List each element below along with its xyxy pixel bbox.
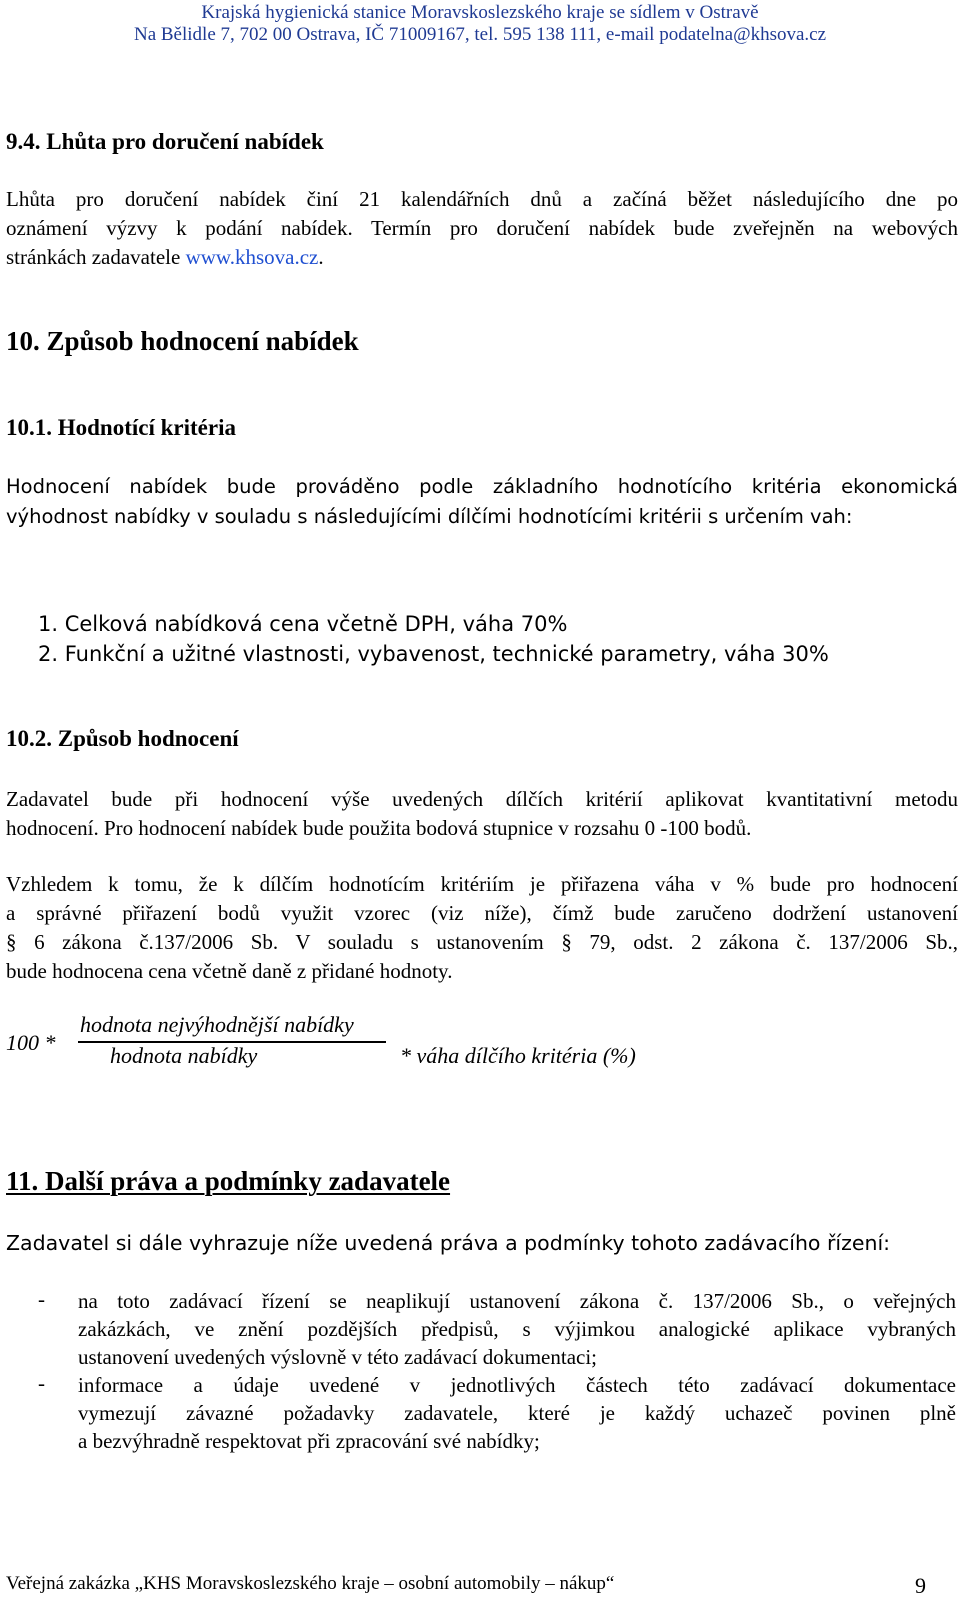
paragraph-line: na toto zadávací řízení se neaplikují ustanovení zákona č. 137/2006 Sb., o veřejných (78, 1289, 956, 1313)
formula-multiplier: 100 * (6, 1030, 56, 1055)
criterion-2: 2. Funkční a užitné vlastnosti, vybavenost, technické parametry, váha 30% (38, 642, 829, 666)
bullet-dash: - (38, 1371, 45, 1395)
formula-weight: * váha dílčího kritéria (%) (400, 1043, 636, 1068)
section-10-1-heading: 10.1. Hodnotící kritéria (6, 415, 236, 440)
bullet-item-2 (78, 1371, 956, 1455)
page-number: 9 (915, 1573, 926, 1598)
criterion-1: 1. Celková nabídková cena včetně DPH, váha 70% (38, 612, 568, 636)
section-10-1-paragraph (6, 472, 958, 532)
paragraph-line: výhodnost nabídky v souladu s následujícími dílčími hodnotícími kritérii s určením vah: (6, 505, 853, 528)
paragraph-line: Vzhledem k tomu, že k dílčím hodnotícím kritériím je přiřazena váha v % bude pro hodnocení (6, 872, 958, 896)
paragraph-text: . (318, 245, 324, 269)
section-11-intro: Zadavatel si dále vyhrazuje níže uvedená práva a podmínky tohoto zadávacího řízení: (6, 1231, 891, 1255)
section-9-4-heading: 9.4. Lhůta pro doručení nabídek (6, 129, 324, 154)
page-footer: Veřejná zakázka „KHS Moravskoslezského kraje – osobní automobily – nákup“ (6, 1573, 615, 1594)
paragraph-line: § 6 zákona č.137/2006 Sb. V souladu s ustanovením § 79, odst. 2 zákona č. 137/2006 Sb., (6, 930, 958, 954)
formula-numerator: hodnota nejvýhodnější nabídky (80, 1012, 354, 1037)
paragraph-line: Zadavatel bude při hodnocení výše uvedených dílčích kritérií aplikovat kvantitativní metodu (6, 787, 958, 811)
paragraph-line: ustanovení uvedených výslovně v této zadávací dokumentaci; (78, 1345, 598, 1369)
paragraph-line: hodnocení. Pro hodnocení nabídek bude použita bodová stupnice v rozsahu 0 -100 bodů. (6, 816, 752, 840)
section-10-heading: 10. Způsob hodnocení nabídek (6, 326, 359, 356)
section-11-heading: 11. Další práva a podmínky zadavatele (6, 1166, 451, 1196)
bullet-item-1 (78, 1287, 956, 1371)
paragraph-line: Lhůta pro doručení nabídek činí 21 kalendářních dnů a začíná běžet následujícího dne po (6, 187, 958, 211)
header-organization: Krajská hygienická stanice Moravskoslezského kraje se sídlem v Ostravě (201, 2, 759, 23)
paragraph-line: bude hodnocena cena včetně daně z přidané hodnoty. (6, 959, 453, 983)
section-10-2-paragraph-2 (6, 870, 958, 986)
paragraph-text: stránkách zadavatele (6, 245, 186, 269)
paragraph-line: a správné přiřazení bodů využit vzorec (viz níže), čímž bude zaručeno dodržení ustanovení (6, 901, 958, 925)
paragraph-line: Hodnocení nabídek bude prováděno podle základního hodnotícího kritéria ekonomická (6, 475, 958, 498)
website-link[interactable]: www.khsova.cz (185, 245, 319, 269)
paragraph-line: informace a údaje uvedené v jednotlivých částech této zadávací dokumentace (78, 1373, 956, 1397)
section-9-4-paragraph (6, 185, 958, 272)
paragraph-line: oznámení výzvy k podání nabídek. Termín pro doručení nabídek bude zveřejněn na webových (6, 216, 958, 240)
paragraph-line: vymezují závazné požadavky zadavatele, které je každý uchazeč povinen plně (78, 1401, 956, 1425)
header-address: Na Bělidle 7, 702 00 Ostrava, IČ 71009167, tel. 595 138 111, e-mail podatelna@khsova.cz (133, 24, 827, 45)
section-10-2-paragraph (6, 785, 958, 843)
paragraph-line (6, 243, 958, 272)
section-10-2-heading: 10.2. Způsob hodnocení (6, 726, 239, 751)
formula-denominator: hodnota nabídky (110, 1043, 258, 1068)
paragraph-line: a bezvýhradně respektovat při zpracování své nabídky; (78, 1429, 540, 1453)
bullet-dash: - (38, 1287, 45, 1311)
paragraph-line: zakázkách, ve znění pozdějších předpisů, s výjimkou analogické aplikace vybraných (78, 1317, 956, 1341)
